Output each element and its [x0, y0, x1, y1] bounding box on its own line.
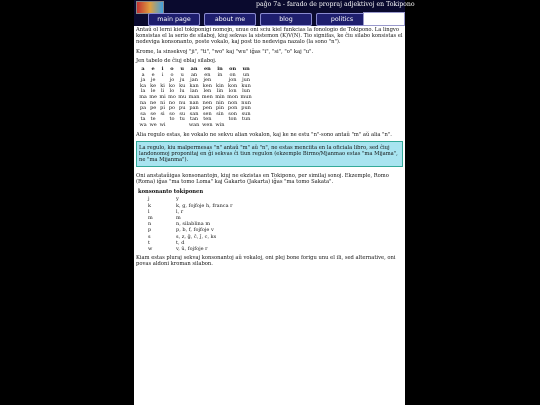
consonant-heading: konsonanto tokiponen	[138, 189, 204, 196]
syllable-cell: nun	[241, 99, 251, 106]
syllable-cell: kan	[189, 82, 199, 89]
syllable-cell: ju	[179, 77, 185, 84]
consonant-row	[148, 246, 233, 252]
syllable-cell: pon	[227, 105, 238, 112]
right-margin	[405, 0, 540, 405]
syllable-cell: pa	[139, 105, 147, 112]
consonant-tokipono: m	[148, 214, 153, 221]
syllable-cell: mun	[240, 93, 252, 100]
syllable-cell: so	[169, 110, 175, 117]
syllable-cell: sin	[216, 110, 224, 117]
consonant-table	[148, 196, 233, 252]
closing-paragraph: Kiam estas pluraj sekvaj konsonantoj aŭ vokaloj, oni plej bone forigu unu el ili, sed alternative, oni povas aldoni kroman silabon.	[136, 255, 396, 268]
syllable-cell: len	[203, 88, 212, 95]
syllable-cell: ka	[140, 82, 147, 89]
nav-about-me[interactable]: about me	[204, 13, 256, 26]
vowel-note: Krome, la sinsekvoj "ji", "ti", "wo" kaj "wu" iĝas "i", "si", "o" kaj "u".	[136, 48, 314, 55]
consonant-sources: v, ŭ, fojfoje r	[176, 245, 208, 252]
consonant-sources: t, d	[176, 239, 185, 246]
syllable-cell: po	[168, 105, 176, 112]
syllable-cell: jen	[203, 77, 212, 84]
syllable-cell: me	[149, 93, 157, 100]
syllable-cell: on	[229, 66, 237, 73]
syllable-cell: wi	[159, 121, 166, 128]
syllable-cell: jon	[228, 77, 237, 84]
broken-image-icon	[363, 12, 405, 26]
syllable-cell: men	[201, 93, 213, 100]
syllable-table	[138, 67, 253, 129]
syllable-cell: non	[227, 99, 238, 106]
syllable-cell: lin	[216, 88, 224, 95]
syllable-cell: ke	[150, 82, 157, 89]
consonant-tokipono: n	[148, 221, 152, 228]
article-content	[134, 27, 405, 405]
syllable-cell: pun	[241, 105, 251, 112]
consonant-sources: l, r	[176, 208, 184, 215]
syllable-cell: lun	[242, 88, 251, 95]
syllable-cell: ne	[150, 99, 157, 106]
syllable-cell: jo	[169, 77, 175, 84]
consonant-sources: k, g, fojfoje h, franca r	[176, 202, 233, 209]
syllable-cell: ku	[179, 82, 186, 89]
syllable-cell: kon	[228, 82, 238, 89]
nav-main-page[interactable]: main page	[148, 13, 200, 26]
syllable-row	[138, 123, 253, 129]
syllable-cell: ken	[202, 82, 212, 89]
consonant-tokipono: p	[148, 227, 152, 234]
syllable-cell: sun	[241, 110, 251, 117]
syllable-cell	[226, 123, 239, 129]
syllable-cell: kin	[216, 82, 224, 89]
syllable-cell: si	[160, 110, 165, 117]
syllable-cell: se	[150, 110, 156, 117]
syllable-cell: pi	[160, 105, 165, 112]
syllable-cell: o	[170, 71, 174, 78]
highlighted-note: La regulo, kiu malpermesas "n" antaŭ "m" aŭ "n", ne estas menciita en la oficiala libro, sed ĉiuj landonomoj proponitaj en ĝi sekvas ĉi tiun regulon (ekzemple Birmo/Mjanmao estas "ma Mijama", ne "ma Mijanma").	[136, 141, 403, 167]
syllable-cell: no	[168, 99, 176, 106]
syllable-cell: ta	[140, 116, 146, 123]
syllable-cell: an	[190, 66, 198, 73]
syllable-cell: kun	[241, 82, 251, 89]
syllable-cell: pe	[150, 105, 157, 112]
syllable-cell: tan	[189, 116, 199, 123]
syllable-cell: son	[228, 110, 238, 117]
syllable-cell: su	[179, 110, 186, 117]
syllable-cell: u	[180, 66, 185, 73]
syllable-cell: an	[190, 71, 198, 78]
syllable-cell: a	[141, 66, 145, 73]
syllable-cell: lo	[169, 88, 175, 95]
left-margin	[0, 0, 134, 405]
syllable-cell: mo	[168, 93, 176, 100]
site-header	[134, 0, 415, 26]
syllable-cell: lon	[228, 88, 237, 95]
main-nav	[148, 13, 368, 25]
consonant-tokipono: j	[148, 196, 150, 203]
syllable-cell: na	[139, 99, 147, 106]
syllable-cell: nin	[215, 99, 224, 106]
syllable-cell: jan	[190, 77, 198, 84]
syllable-cell: ni	[160, 99, 165, 106]
syllable-cell: u	[180, 71, 184, 78]
syllable-cell: mu	[178, 93, 187, 100]
syllable-cell: je	[150, 77, 156, 84]
consonant-tokipono: t	[148, 239, 151, 246]
syllable-cell: ten	[203, 116, 212, 123]
syllable-cell: o	[170, 66, 174, 73]
syllable-cell: to	[169, 116, 175, 123]
consonant-sources: p, b, f, fojfoje v	[176, 227, 214, 234]
syllable-cell: san	[189, 110, 199, 117]
syllable-cell: a	[141, 71, 145, 78]
syllable-cell: tun	[241, 116, 251, 123]
syllable-cell: pan	[189, 105, 199, 112]
consonant-sources: n, silablina m	[176, 221, 211, 228]
syllable-cell: i	[161, 66, 164, 73]
syllable-cell: un	[242, 66, 250, 73]
vowel-rule: Alia regulo estas, ke vokalo ne sekvu alian vokalon, kaj ke ne estu "n"-sono antaŭ "m" aŭ alia "n".	[136, 131, 392, 138]
syllable-cell: in	[217, 66, 223, 73]
syllable-cell: le	[150, 88, 156, 95]
syllable-cell: nu	[178, 99, 186, 106]
consonant-tokipono: l	[148, 208, 150, 215]
syllable-cell: we	[149, 121, 157, 128]
intro-paragraph: Antaŭ ol lerni kiel tokiponigi nomojn, unue oni sciu kiel funkcias la fonologio de Tokipono. La lingvo konsistas el la serio de silaboj, kiuj sekvas la sistemon (K)V(N). Tio signifas, ke ĉiu silabo konsistas el nedeviga konsonanto, poste vokalo, kaj post tio nedeviga nazalo (la sono "n").	[136, 27, 403, 46]
syllable-cell: wan	[188, 121, 200, 128]
syllable-cell: la	[140, 88, 146, 95]
syllable-cell: nen	[202, 99, 213, 106]
syllable-cell: lu	[179, 88, 185, 95]
syllable-cell: in	[217, 71, 223, 78]
syllable-cell: nan	[189, 99, 199, 106]
syllable-cell: pen	[202, 105, 213, 112]
syllable-cell: lan	[190, 88, 198, 95]
syllable-cell: sen	[202, 110, 212, 117]
syllable-cell: en	[204, 71, 211, 78]
syllable-cell: ton	[228, 116, 237, 123]
syllable-cell: tu	[179, 116, 185, 123]
syllable-cell: i	[161, 71, 164, 78]
syllable-cell: ja	[140, 77, 146, 84]
table-intro: Jen tabelo de ĉiuj eblaj silaboj.	[136, 57, 217, 64]
consonant-intro: Oni anstataŭigas konsonantojn, kiuj ne ekzistas en Tokipono, per similaj sonoj. Ekzemple, Romo (Roma) iĝas "ma tomo Loma" kaj Ĝakarto (Jakarta) iĝas "ma tomo Sakata".	[136, 172, 389, 185]
syllable-cell: wa	[139, 121, 147, 128]
consonant-sources: y	[176, 196, 179, 203]
consonant-sources: m	[176, 214, 181, 221]
consonant-tokipono: s	[148, 233, 151, 240]
syllable-cell: li	[160, 88, 165, 95]
syllable-cell: ko	[168, 82, 175, 89]
syllable-cell: sa	[140, 110, 146, 117]
syllable-cell: ki	[160, 82, 165, 89]
syllable-cell: e	[151, 66, 155, 73]
syllable-cell: e	[151, 71, 155, 78]
syllable-cell: wen	[202, 121, 213, 128]
consonant-sources: s, z, ĝ, ĉ, ĵ, c, ks	[176, 233, 217, 240]
syllable-cell	[239, 123, 253, 129]
syllable-cell: pu	[179, 105, 186, 112]
syllable-cell: un	[242, 71, 250, 78]
syllable-cell: en	[203, 66, 211, 73]
syllable-cell: te	[150, 116, 156, 123]
syllable-cell: min	[215, 93, 225, 100]
syllable-cell: mi	[159, 93, 166, 100]
syllable-cell: mon	[227, 93, 239, 100]
consonant-tokipono: w	[148, 245, 153, 252]
syllable-cell: win	[215, 121, 225, 128]
nav-politics[interactable]: politics	[316, 13, 368, 26]
consonant-tokipono: k	[148, 202, 152, 209]
syllable-cell: ma	[139, 93, 147, 100]
nav-blog[interactable]: blog	[260, 13, 312, 26]
syllable-cell: jun	[242, 77, 251, 84]
syllable-cell: on	[229, 71, 236, 78]
page-title: paĝo 7a - farado de propraj adjektivoj en Tokipono	[256, 1, 415, 8]
syllable-cell	[167, 123, 177, 129]
syllable-cell: pin	[215, 105, 224, 112]
syllable-cell	[177, 123, 187, 129]
syllable-cell: man	[188, 93, 200, 100]
